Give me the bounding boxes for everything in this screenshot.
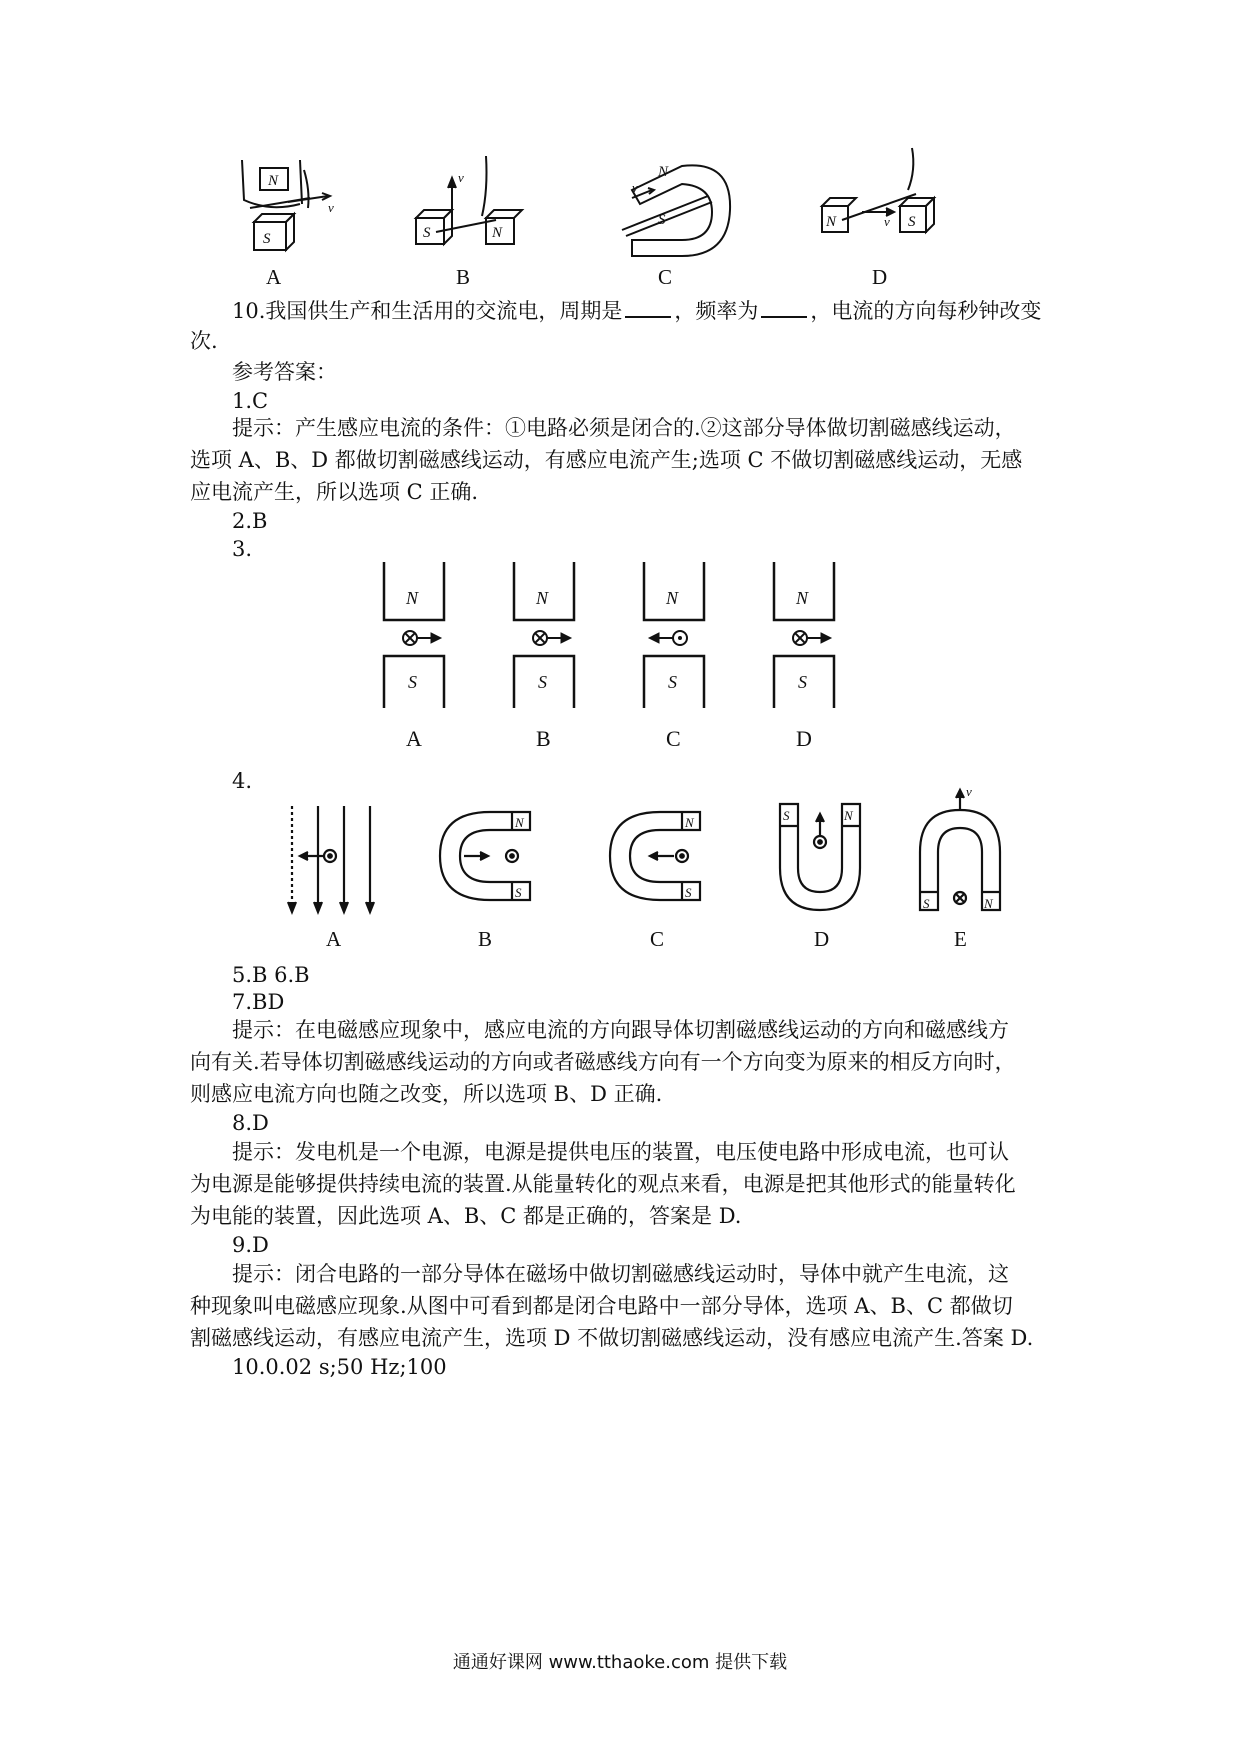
- answer-1-hint: [190, 412, 1070, 508]
- answer-5-6: 5.B 6.B: [232, 963, 310, 987]
- answer-1: 1.C: [232, 389, 269, 413]
- answer-9-hint-line: 提示：闭合电路的一部分导体在磁场中做切割磁感线运动时，导体中就产生电流，这: [232, 1262, 1009, 1286]
- svg-text:N: N: [515, 815, 524, 830]
- answer-9-hint: [190, 1258, 1070, 1354]
- answer-3-figure: [380, 560, 920, 760]
- a3-label: B: [536, 726, 551, 751]
- svg-text:N: N: [658, 164, 669, 180]
- q10-blank-frequency[interactable]: [761, 296, 807, 318]
- a3-pole-n: N: [796, 588, 809, 608]
- a3-pole-n: N: [406, 588, 419, 608]
- a3-label: C: [666, 726, 681, 751]
- answer-3: 3.: [232, 537, 253, 561]
- answer-4-figure: [280, 784, 1020, 958]
- a4-diagram-e: [920, 784, 1000, 951]
- a3-panel: [774, 562, 834, 751]
- q10-blank-period[interactable]: [625, 296, 671, 318]
- q9-figure: [230, 160, 1090, 290]
- a3-pole-s: S: [798, 672, 807, 692]
- svg-text:N: N: [492, 225, 503, 241]
- a4-diagram-d: [780, 804, 860, 951]
- svg-text:N: N: [984, 896, 993, 911]
- a3-pole-s: S: [408, 672, 417, 692]
- svg-text:N: N: [844, 808, 853, 823]
- a4-diagram-b: [440, 812, 530, 951]
- answer-1-hint-line: 选项 A、B、D 都做切割磁感线运动，有感应电流产生;选项 C 不做切割磁感线运动，无感: [190, 448, 1023, 472]
- q9-diagram-b: [416, 156, 522, 289]
- a4-label-d: D: [814, 927, 830, 951]
- a4-label-a: A: [326, 927, 342, 951]
- a3-label: D: [796, 726, 812, 751]
- q9-label-d: D: [872, 265, 888, 289]
- a3-panel: [644, 562, 704, 751]
- answer-1-hint-line: 提示：产生感应电流的条件：①电路必须是闭合的.②这部分导体做切割磁感线运动，: [232, 416, 1016, 440]
- q9-label-b: B: [456, 265, 471, 289]
- answer-8: 8.D: [232, 1111, 269, 1135]
- answer-9-hint-line: 种现象叫电磁感应现象.从图中可看到都是闭合电路中一部分导体，选项 A、B、C 都做切: [190, 1294, 1013, 1318]
- svg-text:N: N: [685, 815, 694, 830]
- q9-diagram-d: [822, 148, 934, 289]
- answers-heading: 参考答案：: [232, 360, 337, 384]
- svg-text:N: N: [826, 214, 837, 230]
- answer-9: 9.D: [232, 1233, 269, 1257]
- q9-figure-svg: [230, 160, 1090, 290]
- answer-9-hint-line: 割磁感线运动，有感应电流产生，选项 D 不做切割磁感线运动，没有感应电流产生.答案 D.: [190, 1326, 1034, 1350]
- a4-diagram-c: [610, 812, 700, 951]
- q10-text-4: 次.: [190, 329, 218, 353]
- a3-pole-s: S: [538, 672, 547, 692]
- answer-8-hint: [190, 1136, 1070, 1232]
- answer-2: 2.B: [232, 509, 268, 533]
- a3-pole-n: N: [666, 588, 679, 608]
- a3-panel: [384, 562, 444, 751]
- q9-label-a: A: [266, 265, 282, 289]
- svg-text:v: v: [884, 214, 890, 229]
- q9-diagram-c: [622, 164, 730, 289]
- q10-text-1: 10.我国供生产和生活用的交流电，周期是: [232, 299, 623, 323]
- svg-text:v: v: [632, 180, 638, 195]
- q9-diagram-a: [242, 160, 334, 289]
- page-footer: 通通好课网 www.tthaoke.com 提供下载: [452, 1652, 788, 1673]
- answer-8-hint-line: 为电能的装置，因此选项 A、B、C 都是正确的，答案是 D.: [190, 1204, 742, 1228]
- answer-8-hint-line: 提示：发电机是一个电源，电源是提供电压的装置，电压使电路中形成电流，也可认: [232, 1140, 1009, 1164]
- a4-label-e: E: [954, 927, 967, 951]
- a3-panel: [514, 562, 574, 751]
- a3-pole-n: N: [536, 588, 549, 608]
- question-10: [232, 296, 1112, 326]
- answer-8-hint-line: 为电源是能够提供持续电流的装置.从能量转化的观点来看，电源是把其他形式的能量转化: [190, 1172, 1016, 1196]
- answer-7-hint-line: 提示：在电磁感应现象中，感应电流的方向跟导体切割磁感线运动的方向和磁感线方: [232, 1018, 1009, 1042]
- answer-4-figure-svg: [280, 784, 1020, 958]
- a4-label-b: B: [478, 927, 493, 951]
- answer-7-hint-line: 则感应电流方向也随之改变，所以选项 B、D 正确.: [190, 1082, 663, 1106]
- q10-text-3: ，电流的方向每秒钟改变: [810, 299, 1042, 323]
- q9-label-c: C: [658, 265, 673, 289]
- svg-text:S: S: [515, 885, 522, 900]
- a3-pole-s: S: [668, 672, 677, 692]
- svg-text:S: S: [263, 231, 271, 247]
- a4-diagram-a: [288, 806, 374, 951]
- svg-text:S: S: [908, 214, 916, 230]
- svg-text:S: S: [685, 885, 692, 900]
- answer-7: 7.BD: [232, 990, 285, 1014]
- svg-text:v: v: [328, 200, 334, 215]
- answer-3-figure-svg: [380, 560, 920, 760]
- answer-1-hint-line: 应电流产生，所以选项 C 正确.: [190, 480, 479, 504]
- svg-text:v: v: [458, 170, 464, 185]
- a4-label-c: C: [650, 927, 665, 951]
- question-10-tail: [190, 326, 1070, 356]
- svg-text:S: S: [658, 212, 666, 228]
- answer-10: 10.0.02 s;50 Hz;100: [232, 1355, 447, 1379]
- svg-text:N: N: [268, 173, 279, 189]
- a4-velocity-label: v: [966, 784, 972, 799]
- answer-7-hint-line: 向有关.若导体切割磁感线运动的方向或者磁感线方向有一个方向变为原来的相反方向时，: [190, 1050, 1016, 1074]
- answer-4: 4.: [232, 769, 253, 793]
- a3-label: A: [406, 726, 422, 751]
- svg-text:S: S: [423, 225, 431, 241]
- answer-7-hint: [190, 1014, 1070, 1110]
- svg-text:S: S: [783, 808, 790, 823]
- q10-text-2: ，频率为: [674, 299, 759, 323]
- svg-text:S: S: [923, 896, 930, 911]
